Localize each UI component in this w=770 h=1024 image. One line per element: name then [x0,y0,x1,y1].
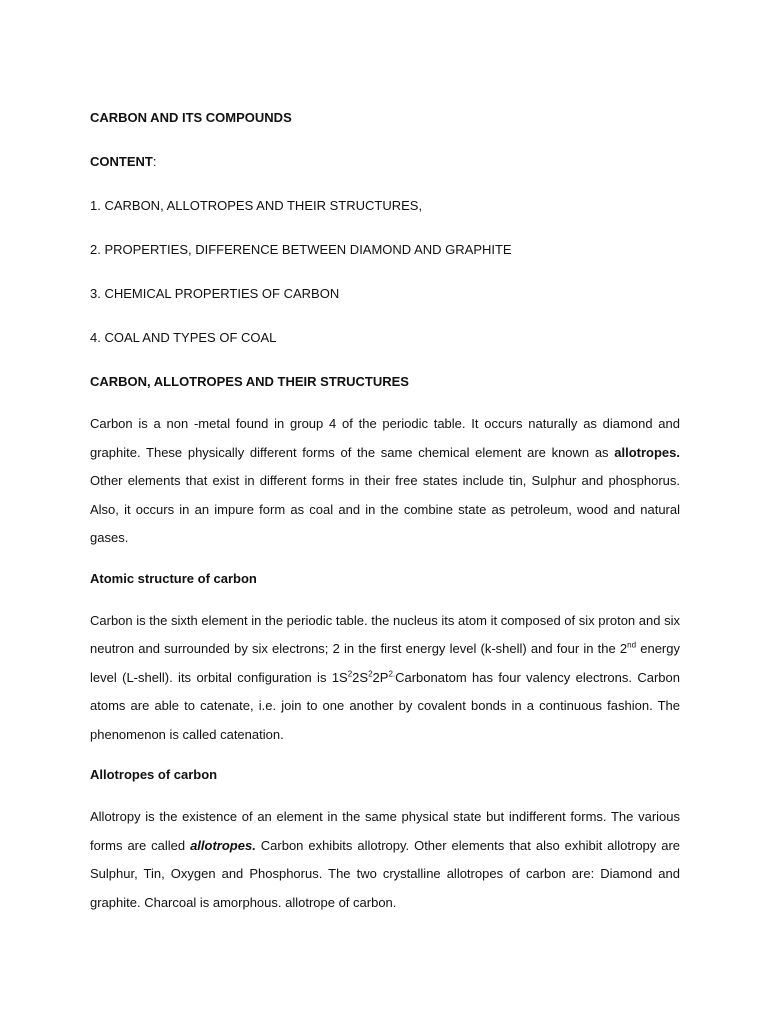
toc-item-3: 3. CHEMICAL PROPERTIES OF CARBON [90,286,340,301]
document-title: CARBON AND ITS COMPOUNDS [90,110,292,125]
allotropes-term: allotropes. [190,837,256,853]
section-heading-allotropes-of-carbon: Allotropes of carbon [90,767,218,782]
section-heading-atomic-structure: Atomic structure of carbon [90,570,257,586]
toc-item-4: 4. COAL AND TYPES OF COAL [90,330,277,345]
superscript: 2. [388,669,396,679]
toc-item-2: 2. PROPERTIES, DIFFERENCE BETWEEN DIAMOND AND GRAPHITE [90,242,512,257]
paragraph-atomic-structure [90,607,680,750]
paragraph-text: Allotropy is the existence of an element in the same physical state but indifferent forms. The various forms are called [90,809,680,853]
allotropes-term: allotropes. [614,444,680,460]
section-heading-allotropes-structures: CARBON, ALLOTROPES AND THEIR STRUCTURES [90,374,409,389]
paragraph-text: energy level (L-shell). its orbital configuration is 1S [90,641,680,685]
paragraph-text: 2S [352,669,369,685]
paragraph-text: Carbonatom has four valency electrons. Carbon atoms are able to catenate, i.e. join to one another by covalent bonds in a continuous fashion. The phenomenon is called catenation. [90,669,680,742]
paragraph-text: Other elements that exist in different forms in their free states include tin, Sulphur and phosphorus. Also, it occurs in an impure form as coal and in the combine state as petroleum, wood and natural gases. [90,473,680,545]
paragraph-text: Carbon exhibits allotropy. Other elements that also exhibit allotropy are Sulphur, Tin, Oxygen and Phosphorus. The two crystalline allotropes of carbon are: Diamond and graphite. Charcoal is amorphous. allotrope of carbon. [90,837,681,910]
superscript: 2 [368,669,373,679]
toc-item-1: 1. CARBON, ALLOTROPES AND THEIR STRUCTURES, [90,198,423,213]
paragraph-carbon-intro [90,410,680,553]
superscript: nd [627,640,637,650]
paragraph-text: Carbon is the sixth element in the periodic table. the nucleus its atom it composed of six proton and six neutron and surrounded by six electrons; 2 in the first energy level (k-shell) and four in the 2 [90,612,680,656]
paragraph-text: 2P [372,669,389,685]
document-body [90,108,680,933]
content-heading [90,152,680,172]
paragraph-allotropy [90,803,680,917]
content-colon: : [152,154,157,169]
superscript: 2 [347,669,353,679]
paragraph-text: Carbon is a non -metal found in group 4 of the periodic table. It occurs naturally as diamond and graphite. These physically different forms of the same chemical element are known as [90,416,680,460]
content-label: CONTENT [90,154,153,169]
